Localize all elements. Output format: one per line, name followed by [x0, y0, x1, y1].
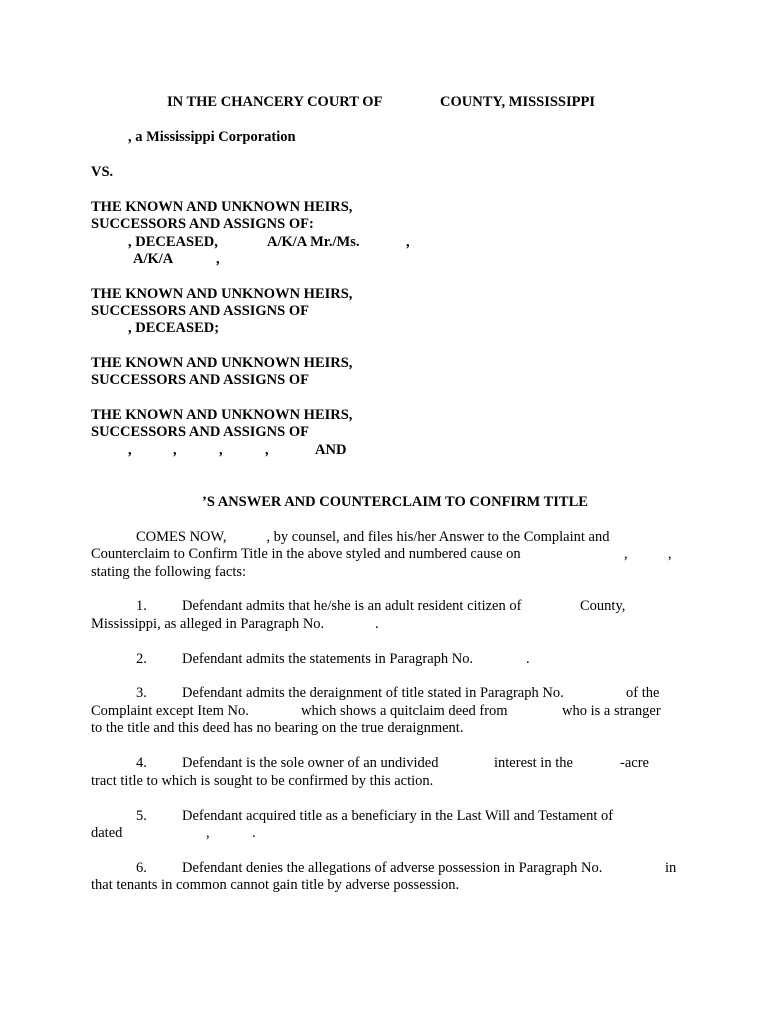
paragraph-4-line-1b: interest in the — [494, 755, 573, 771]
paragraph-5-end: . — [252, 825, 256, 841]
paragraph-4-line-1c: -acre — [620, 755, 649, 771]
document-title: ’S ANSWER AND COUNTERCLAIM TO CONFIRM TITLE — [202, 494, 588, 510]
paragraph-1-tail: County, — [580, 598, 626, 614]
versus-label: VS. — [91, 164, 114, 180]
paragraph-5-comma: , — [206, 825, 210, 841]
paragraph-4-number: 4. — [136, 755, 147, 771]
paragraph-4-line-1a: Defendant is the sole owner of an undivided — [182, 755, 439, 771]
paragraph-6-tail: in — [665, 860, 677, 876]
paragraph-5-number: 5. — [136, 808, 147, 824]
defendant-2-deceased: , DECEASED; — [128, 320, 220, 336]
defendant-1-heirs: THE KNOWN AND UNKNOWN HEIRS, — [91, 199, 353, 215]
court-heading: IN THE CHANCERY COURT OF — [167, 94, 383, 110]
intro-comma-2: , — [668, 546, 672, 562]
defendant-4-and: AND — [315, 442, 347, 458]
intro-line-1: COMES NOW, , by counsel, and files his/her Answer to the Complaint and — [136, 529, 610, 545]
paragraph-6-number: 6. — [136, 860, 147, 876]
defendant-3-heirs: THE KNOWN AND UNKNOWN HEIRS, — [91, 355, 353, 371]
paragraph-3-tail: of the — [626, 685, 660, 701]
plaintiff-name: , a Mississippi Corporation — [128, 129, 296, 145]
defendant-4-comma-1: , — [128, 442, 132, 458]
paragraph-1-line-1: Defendant admits that he/she is an adult resident citizen of — [182, 598, 522, 614]
paragraph-6-line-1: Defendant denies the allegations of adverse possession in Paragraph No. — [182, 860, 603, 876]
paragraph-5-line-1: Defendant acquired title as a beneficiary in the Last Will and Testament of — [182, 808, 614, 824]
defendant-4-heirs: THE KNOWN AND UNKNOWN HEIRS, — [91, 407, 353, 423]
paragraph-4-line-2: tract title to which is sought to be confirmed by this action. — [91, 773, 434, 789]
paragraph-3-line-2c: who is a stranger — [562, 703, 661, 719]
intro-comma-1: , — [624, 546, 628, 562]
defendant-3-successors: SUCCESSORS AND ASSIGNS OF — [91, 372, 309, 388]
defendant-1-deceased: , DECEASED, — [128, 234, 218, 250]
paragraph-5-line-2: dated — [91, 825, 123, 841]
defendant-4-comma-4: , — [265, 442, 269, 458]
paragraph-2-line-1: Defendant admits the statements in Paragraph No. — [182, 651, 474, 667]
paragraph-3-line-2a: Complaint except Item No. — [91, 703, 249, 719]
defendant-1-aka-mr-ms: A/K/A Mr./Ms. — [267, 234, 360, 250]
intro-line-2: Counterclaim to Confirm Title in the above styled and numbered cause on — [91, 546, 521, 562]
defendant-1-aka-comma: , — [216, 251, 220, 267]
defendant-4-comma-3: , — [219, 442, 223, 458]
county-heading: COUNTY, MISSISSIPPI — [440, 94, 595, 110]
defendant-1-comma: , — [406, 234, 410, 250]
paragraph-3-number: 3. — [136, 685, 147, 701]
paragraph-1-line-2: Mississippi, as alleged in Paragraph No. — [91, 616, 325, 632]
defendant-2-successors: SUCCESSORS AND ASSIGNS OF — [91, 303, 309, 319]
paragraph-2-end: . — [526, 651, 530, 667]
paragraph-2-number: 2. — [136, 651, 147, 667]
intro-line-3: stating the following facts: — [91, 564, 247, 580]
defendant-1-successors: SUCCESSORS AND ASSIGNS OF: — [91, 216, 314, 232]
defendant-1-aka: A/K/A — [133, 251, 174, 267]
defendant-2-heirs: THE KNOWN AND UNKNOWN HEIRS, — [91, 286, 353, 302]
paragraph-1-end: . — [375, 616, 379, 632]
paragraph-3-line-1: Defendant admits the deraignment of title stated in Paragraph No. — [182, 685, 564, 701]
defendant-4-comma-2: , — [173, 442, 177, 458]
paragraph-3-line-3: to the title and this deed has no bearing on the true deraignment. — [91, 720, 464, 736]
defendant-4-successors: SUCCESSORS AND ASSIGNS OF — [91, 424, 309, 440]
paragraph-1-number: 1. — [136, 598, 147, 614]
paragraph-6-line-2: that tenants in common cannot gain title by adverse possession. — [91, 877, 460, 893]
paragraph-3-line-2b: which shows a quitclaim deed from — [301, 703, 508, 719]
